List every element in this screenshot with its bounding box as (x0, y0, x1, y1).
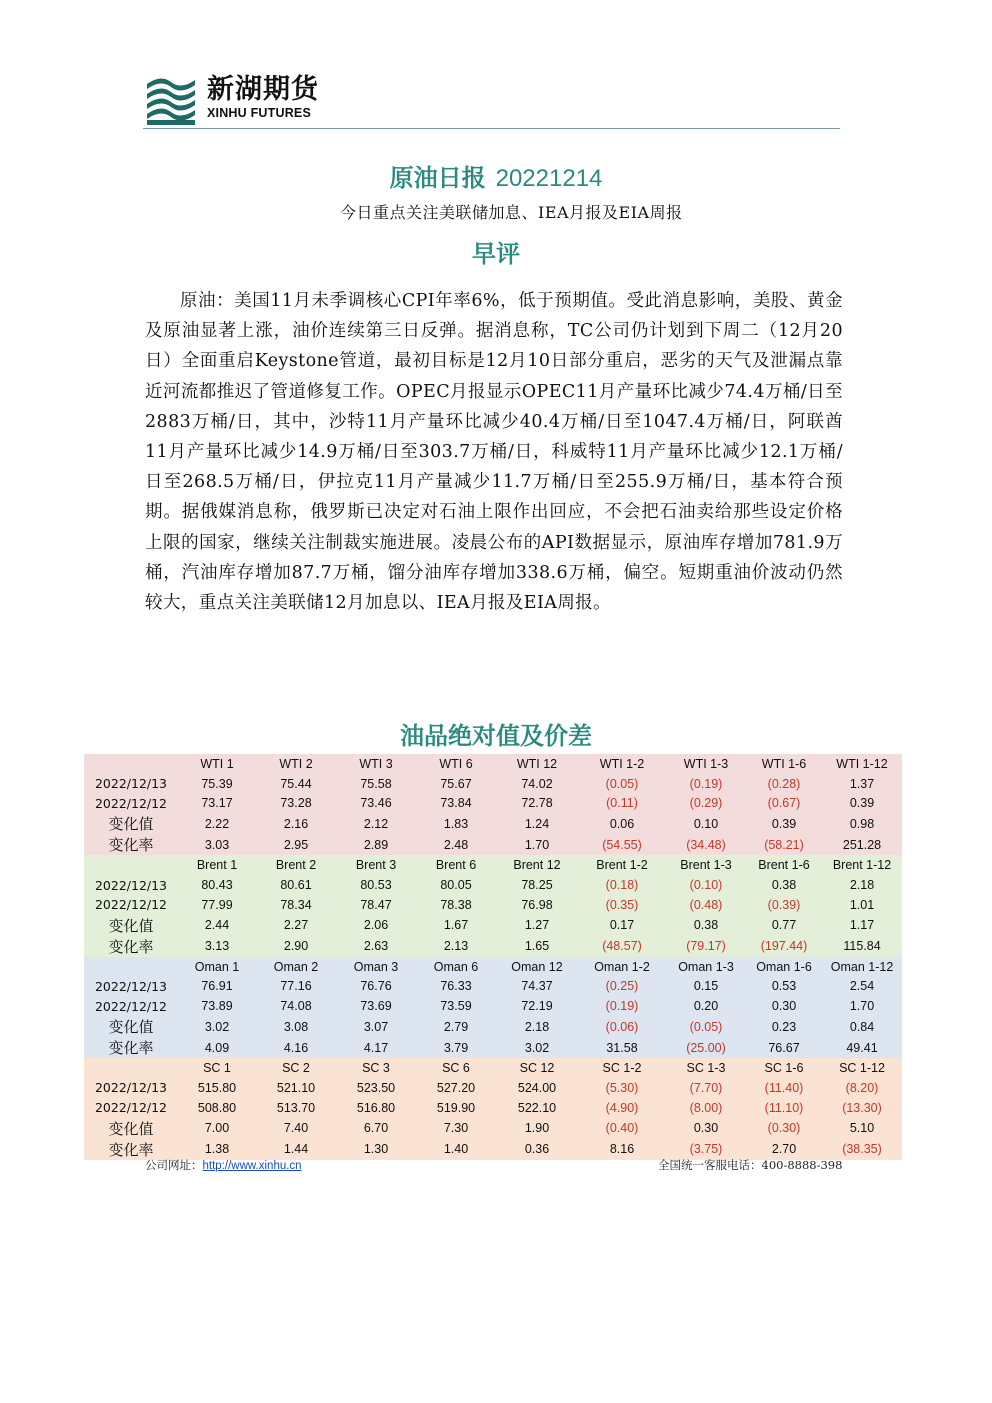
table-cell: 508.80 (178, 1098, 256, 1118)
table-cell: 0.36 (496, 1139, 578, 1160)
table-cell: (11.40) (746, 1078, 822, 1098)
hotline-number: 400-8888-398 (761, 1158, 843, 1172)
table-cell: 7.00 (178, 1118, 256, 1139)
table-cell: 1.67 (416, 915, 496, 936)
column-header: SC 1-12 (822, 1058, 902, 1078)
table-cell: 7.30 (416, 1118, 496, 1139)
table-cell: (0.67) (746, 794, 822, 814)
table-cell: 523.50 (336, 1078, 416, 1098)
table-cell: 75.67 (416, 774, 496, 794)
table-cell: 1.27 (496, 915, 578, 936)
price-spread-heading: 油品绝对值及价差 (400, 721, 592, 750)
row-label: 2022/12/13 (84, 1078, 178, 1098)
table-cell: 3.03 (178, 834, 256, 855)
table-cell: 76.98 (496, 895, 578, 915)
table-cell: 2.79 (416, 1016, 496, 1037)
column-header: Brent 1 (178, 855, 256, 875)
header-corner-cell (84, 754, 178, 774)
table-row (84, 996, 902, 1016)
row-label: 变化率 (84, 1139, 178, 1160)
table-cell: 73.69 (336, 996, 416, 1016)
table-cell: 524.00 (496, 1078, 578, 1098)
row-label: 2022/12/12 (84, 996, 178, 1016)
column-header: SC 12 (496, 1058, 578, 1078)
column-header: Brent 12 (496, 855, 578, 875)
table-cell: 73.89 (178, 996, 256, 1016)
table-cell: 76.67 (746, 1037, 822, 1058)
table-row (84, 977, 902, 997)
table-header-row (84, 855, 902, 875)
row-label: 变化值 (84, 915, 178, 936)
column-header: Oman 1-12 (822, 957, 902, 977)
table-cell: 513.70 (256, 1098, 336, 1118)
table-cell: 1.90 (496, 1118, 578, 1139)
row-label: 2022/12/13 (84, 875, 178, 895)
table-cell: 1.17 (822, 915, 902, 936)
table-cell: 49.41 (822, 1037, 902, 1058)
table-row (84, 936, 902, 957)
table-row (84, 794, 902, 814)
table-cell: 2.12 (336, 813, 416, 834)
table-cell: 31.58 (578, 1037, 666, 1058)
row-label: 2022/12/13 (84, 977, 178, 997)
column-header: Oman 3 (336, 957, 416, 977)
table-cell: 72.19 (496, 996, 578, 1016)
table-cell: 2.13 (416, 936, 496, 957)
table-cell: 527.20 (416, 1078, 496, 1098)
column-header: Oman 1-2 (578, 957, 666, 977)
table-cell: (25.00) (666, 1037, 746, 1058)
table-cell: 0.98 (822, 813, 902, 834)
table-cell: (48.57) (578, 936, 666, 957)
table-cell: 1.37 (822, 774, 902, 794)
column-header: WTI 12 (496, 754, 578, 774)
table-cell: (0.19) (666, 774, 746, 794)
table-cell: 76.33 (416, 977, 496, 997)
website-label: 公司网址： (145, 1158, 203, 1172)
table-cell: 1.24 (496, 813, 578, 834)
table-cell: 0.30 (746, 996, 822, 1016)
table-cell: 73.17 (178, 794, 256, 814)
table-cell: 5.10 (822, 1118, 902, 1139)
report-title (0, 158, 992, 193)
row-label: 变化率 (84, 936, 178, 957)
table-row (84, 813, 902, 834)
table-cell: 519.90 (416, 1098, 496, 1118)
table-cell: 78.34 (256, 895, 336, 915)
table-cell: (58.21) (746, 834, 822, 855)
table-cell: (0.05) (578, 774, 666, 794)
table-cell: 2.95 (256, 834, 336, 855)
table-cell: 2.89 (336, 834, 416, 855)
column-header: SC 1-2 (578, 1058, 666, 1078)
table-header-row (84, 957, 902, 977)
table-cell: 2.16 (256, 813, 336, 834)
table-cell: 4.09 (178, 1037, 256, 1058)
table-cell: 0.38 (746, 875, 822, 895)
table-cell: 78.47 (336, 895, 416, 915)
table-cell: 6.70 (336, 1118, 416, 1139)
column-header: Oman 1 (178, 957, 256, 977)
table-cell: 1.40 (416, 1139, 496, 1160)
table-cell: 2.90 (256, 936, 336, 957)
table-cell: 4.17 (336, 1037, 416, 1058)
logo-text (207, 70, 319, 120)
table-cell: (11.10) (746, 1098, 822, 1118)
table-cell: 7.40 (256, 1118, 336, 1139)
column-header: SC 1 (178, 1058, 256, 1078)
column-header: WTI 2 (256, 754, 336, 774)
column-header: Brent 6 (416, 855, 496, 875)
table-cell: 0.39 (822, 794, 902, 814)
column-header: Brent 1-12 (822, 855, 902, 875)
table-header-row (84, 1058, 902, 1078)
table-cell: 2.54 (822, 977, 902, 997)
table-cell: 1.70 (496, 834, 578, 855)
table-cell: (7.70) (666, 1078, 746, 1098)
table-cell: (4.90) (578, 1098, 666, 1118)
table-cell: 516.80 (336, 1098, 416, 1118)
row-label: 2022/12/12 (84, 895, 178, 915)
column-header: SC 1-3 (666, 1058, 746, 1078)
table-cell: (0.40) (578, 1118, 666, 1139)
table-cell: 75.44 (256, 774, 336, 794)
column-header: Oman 1-3 (666, 957, 746, 977)
table-cell: 1.30 (336, 1139, 416, 1160)
table-cell: (54.55) (578, 834, 666, 855)
table-cell: (0.48) (666, 895, 746, 915)
table-cell: 2.18 (496, 1016, 578, 1037)
table-cell: 2.44 (178, 915, 256, 936)
table-cell: 0.23 (746, 1016, 822, 1037)
row-label: 2022/12/13 (84, 774, 178, 794)
commentary-paragraph: 原油：美国11月未季调核心CPI年率6%，低于预期值。受此消息影响，美股、黄金及原油显著上涨，油价连续第三日反弹。据消息称，TC公司仍计划到下周二（12月20日）全面重启Keystone管道，最初目标是12月10日部分重启，恶劣的天气及泄漏点靠近河流都推迟了管道修复工作。OPEC月报显示OPEC11月产量环比减少74.4万桶/日至2883万桶/日，其中，沙特11月产量环比减少40.4万桶/日至1047.4万桶/日，阿联酋11月产量环比减少14.9万桶/日至303.7万桶/日，科威特11月产量环比减少12.1万桶/日至268.5万桶/日，伊拉克11月产量减少11.7万桶/日至255.9万桶/日，基本符合预期。据俄媒消息称，俄罗斯已决定对石油上限作出回应，不会把石油卖给那些设定价格上限的国家，继续关注制裁实施进展。凌晨公布的API数据显示，原油库存增加781.9万桶，汽油库存增加87.7万桶，馏分油库存增加338.6万桶，偏空。短期重油价波动仍然较大，重点关注美联储12月加息以、IEA月报及EIA周报。 (145, 291, 843, 614)
row-label: 2022/12/12 (84, 1098, 178, 1118)
table-cell: 80.05 (416, 875, 496, 895)
table-cell: 73.46 (336, 794, 416, 814)
table-row (84, 1016, 902, 1037)
footer-hotline (658, 1157, 842, 1173)
column-header: WTI 1-2 (578, 754, 666, 774)
table-cell: 75.58 (336, 774, 416, 794)
table-cell: 3.02 (496, 1037, 578, 1058)
table-cell: 78.38 (416, 895, 496, 915)
table-cell: (0.39) (746, 895, 822, 915)
table-cell: 1.01 (822, 895, 902, 915)
table-row (84, 875, 902, 895)
table-cell: (13.30) (822, 1098, 902, 1118)
table-cell: (0.30) (746, 1118, 822, 1139)
table-cell: 8.16 (578, 1139, 666, 1160)
report-subtitle: 今日重点关注美联储加息、IEA月报及EIA周报 (340, 203, 683, 222)
xinhu-wave-logo-icon (143, 70, 199, 126)
column-header: SC 6 (416, 1058, 496, 1078)
column-header: Brent 1-2 (578, 855, 666, 875)
table-cell: 2.18 (822, 875, 902, 895)
header-corner-cell (84, 957, 178, 977)
table-cell: (38.35) (822, 1139, 902, 1160)
table-cell: (0.25) (578, 977, 666, 997)
table-cell: 80.53 (336, 875, 416, 895)
table-cell: (0.18) (578, 875, 666, 895)
table-cell: (0.35) (578, 895, 666, 915)
table-cell: (0.28) (746, 774, 822, 794)
column-header: Brent 1-3 (666, 855, 746, 875)
table-cell: 2.70 (746, 1139, 822, 1160)
company-logo (143, 70, 319, 126)
table-cell: (34.48) (666, 834, 746, 855)
column-header: SC 3 (336, 1058, 416, 1078)
table-cell: 3.13 (178, 936, 256, 957)
table-cell: 76.76 (336, 977, 416, 997)
column-header: WTI 3 (336, 754, 416, 774)
column-header: SC 2 (256, 1058, 336, 1078)
table-cell: 74.02 (496, 774, 578, 794)
table-cell: 1.38 (178, 1139, 256, 1160)
table-cell: 80.61 (256, 875, 336, 895)
table-cell: (3.75) (666, 1139, 746, 1160)
column-header: WTI 1-3 (666, 754, 746, 774)
table-cell: (8.00) (666, 1098, 746, 1118)
table-cell: (79.17) (666, 936, 746, 957)
table-cell: 72.78 (496, 794, 578, 814)
table-cell: (0.05) (666, 1016, 746, 1037)
hotline-label: 全国统一客服电话： (658, 1158, 762, 1172)
header-divider (143, 128, 840, 129)
table-cell: 3.79 (416, 1037, 496, 1058)
table-cell: 0.17 (578, 915, 666, 936)
row-label: 变化率 (84, 834, 178, 855)
table-cell: 2.06 (336, 915, 416, 936)
header-corner-cell (84, 1058, 178, 1078)
table-cell: 251.28 (822, 834, 902, 855)
column-header: WTI 6 (416, 754, 496, 774)
morning-review-heading: 早评 (472, 239, 520, 268)
table-cell: 80.43 (178, 875, 256, 895)
table-cell: (197.44) (746, 936, 822, 957)
table-cell: 1.65 (496, 936, 578, 957)
table-cell: 2.48 (416, 834, 496, 855)
table-cell: 0.30 (666, 1118, 746, 1139)
table-cell: 75.39 (178, 774, 256, 794)
table-cell: 74.08 (256, 996, 336, 1016)
table-cell: (0.10) (666, 875, 746, 895)
table-cell: 4.16 (256, 1037, 336, 1058)
table-cell: 0.39 (746, 813, 822, 834)
column-header: Brent 1-6 (746, 855, 822, 875)
table-cell: 0.77 (746, 915, 822, 936)
column-header: SC 1-6 (746, 1058, 822, 1078)
table-cell: 1.70 (822, 996, 902, 1016)
table-cell: 521.10 (256, 1078, 336, 1098)
table-cell: 2.27 (256, 915, 336, 936)
table-cell: 3.07 (336, 1016, 416, 1037)
row-label: 2022/12/12 (84, 794, 178, 814)
logo-english-name: XINHU FUTURES (207, 106, 311, 120)
table-cell: 0.84 (822, 1016, 902, 1037)
table-row (84, 1037, 902, 1058)
table-cell: 76.91 (178, 977, 256, 997)
table-cell: 3.02 (178, 1016, 256, 1037)
footer-website (145, 1157, 302, 1173)
row-label: 变化值 (84, 813, 178, 834)
column-header: WTI 1 (178, 754, 256, 774)
column-header: Oman 12 (496, 957, 578, 977)
header-corner-cell (84, 855, 178, 875)
column-header: WTI 1-6 (746, 754, 822, 774)
table-body (84, 754, 902, 1160)
table-cell: (0.29) (666, 794, 746, 814)
column-header: Oman 6 (416, 957, 496, 977)
table-cell: 73.28 (256, 794, 336, 814)
table-cell: 515.80 (178, 1078, 256, 1098)
table-cell: 0.15 (666, 977, 746, 997)
table-cell: 0.06 (578, 813, 666, 834)
table-row (84, 834, 902, 855)
column-header: Oman 1-6 (746, 957, 822, 977)
table-cell: (5.30) (578, 1078, 666, 1098)
table-cell: (8.20) (822, 1078, 902, 1098)
table-row (84, 1098, 902, 1118)
table-cell: 0.53 (746, 977, 822, 997)
table-cell: 77.99 (178, 895, 256, 915)
table-cell: 0.10 (666, 813, 746, 834)
column-header: Brent 2 (256, 855, 336, 875)
table-cell: 1.44 (256, 1139, 336, 1160)
website-link[interactable]: http://www.xinhu.cn (202, 1160, 302, 1172)
table-cell: 78.25 (496, 875, 578, 895)
report-date: 20221214 (495, 165, 603, 192)
table-cell: 2.22 (178, 813, 256, 834)
table-row (84, 774, 902, 794)
logo-chinese-name: 新湖期货 (207, 74, 319, 105)
table-row (84, 915, 902, 936)
table-cell: 0.38 (666, 915, 746, 936)
price-spread-table (84, 754, 902, 1160)
table-cell: 1.83 (416, 813, 496, 834)
table-cell: 3.08 (256, 1016, 336, 1037)
table-cell: 74.37 (496, 977, 578, 997)
table-cell: (0.06) (578, 1016, 666, 1037)
table-cell: (0.11) (578, 794, 666, 814)
column-header: Brent 3 (336, 855, 416, 875)
table-cell: 115.84 (822, 936, 902, 957)
row-label: 变化率 (84, 1037, 178, 1058)
column-header: WTI 1-12 (822, 754, 902, 774)
report-title-text: 原油日报 (389, 163, 486, 192)
table-row (84, 895, 902, 915)
table-cell: 77.16 (256, 977, 336, 997)
row-label: 变化值 (84, 1118, 178, 1139)
table-cell: (0.19) (578, 996, 666, 1016)
table-cell: 73.59 (416, 996, 496, 1016)
table-cell: 2.63 (336, 936, 416, 957)
table-header-row (84, 754, 902, 774)
table-row (84, 1118, 902, 1139)
table-cell: 522.10 (496, 1098, 578, 1118)
table-cell: 0.20 (666, 996, 746, 1016)
table-row (84, 1078, 902, 1098)
table-cell: 73.84 (416, 794, 496, 814)
row-label: 变化值 (84, 1016, 178, 1037)
column-header: Oman 2 (256, 957, 336, 977)
